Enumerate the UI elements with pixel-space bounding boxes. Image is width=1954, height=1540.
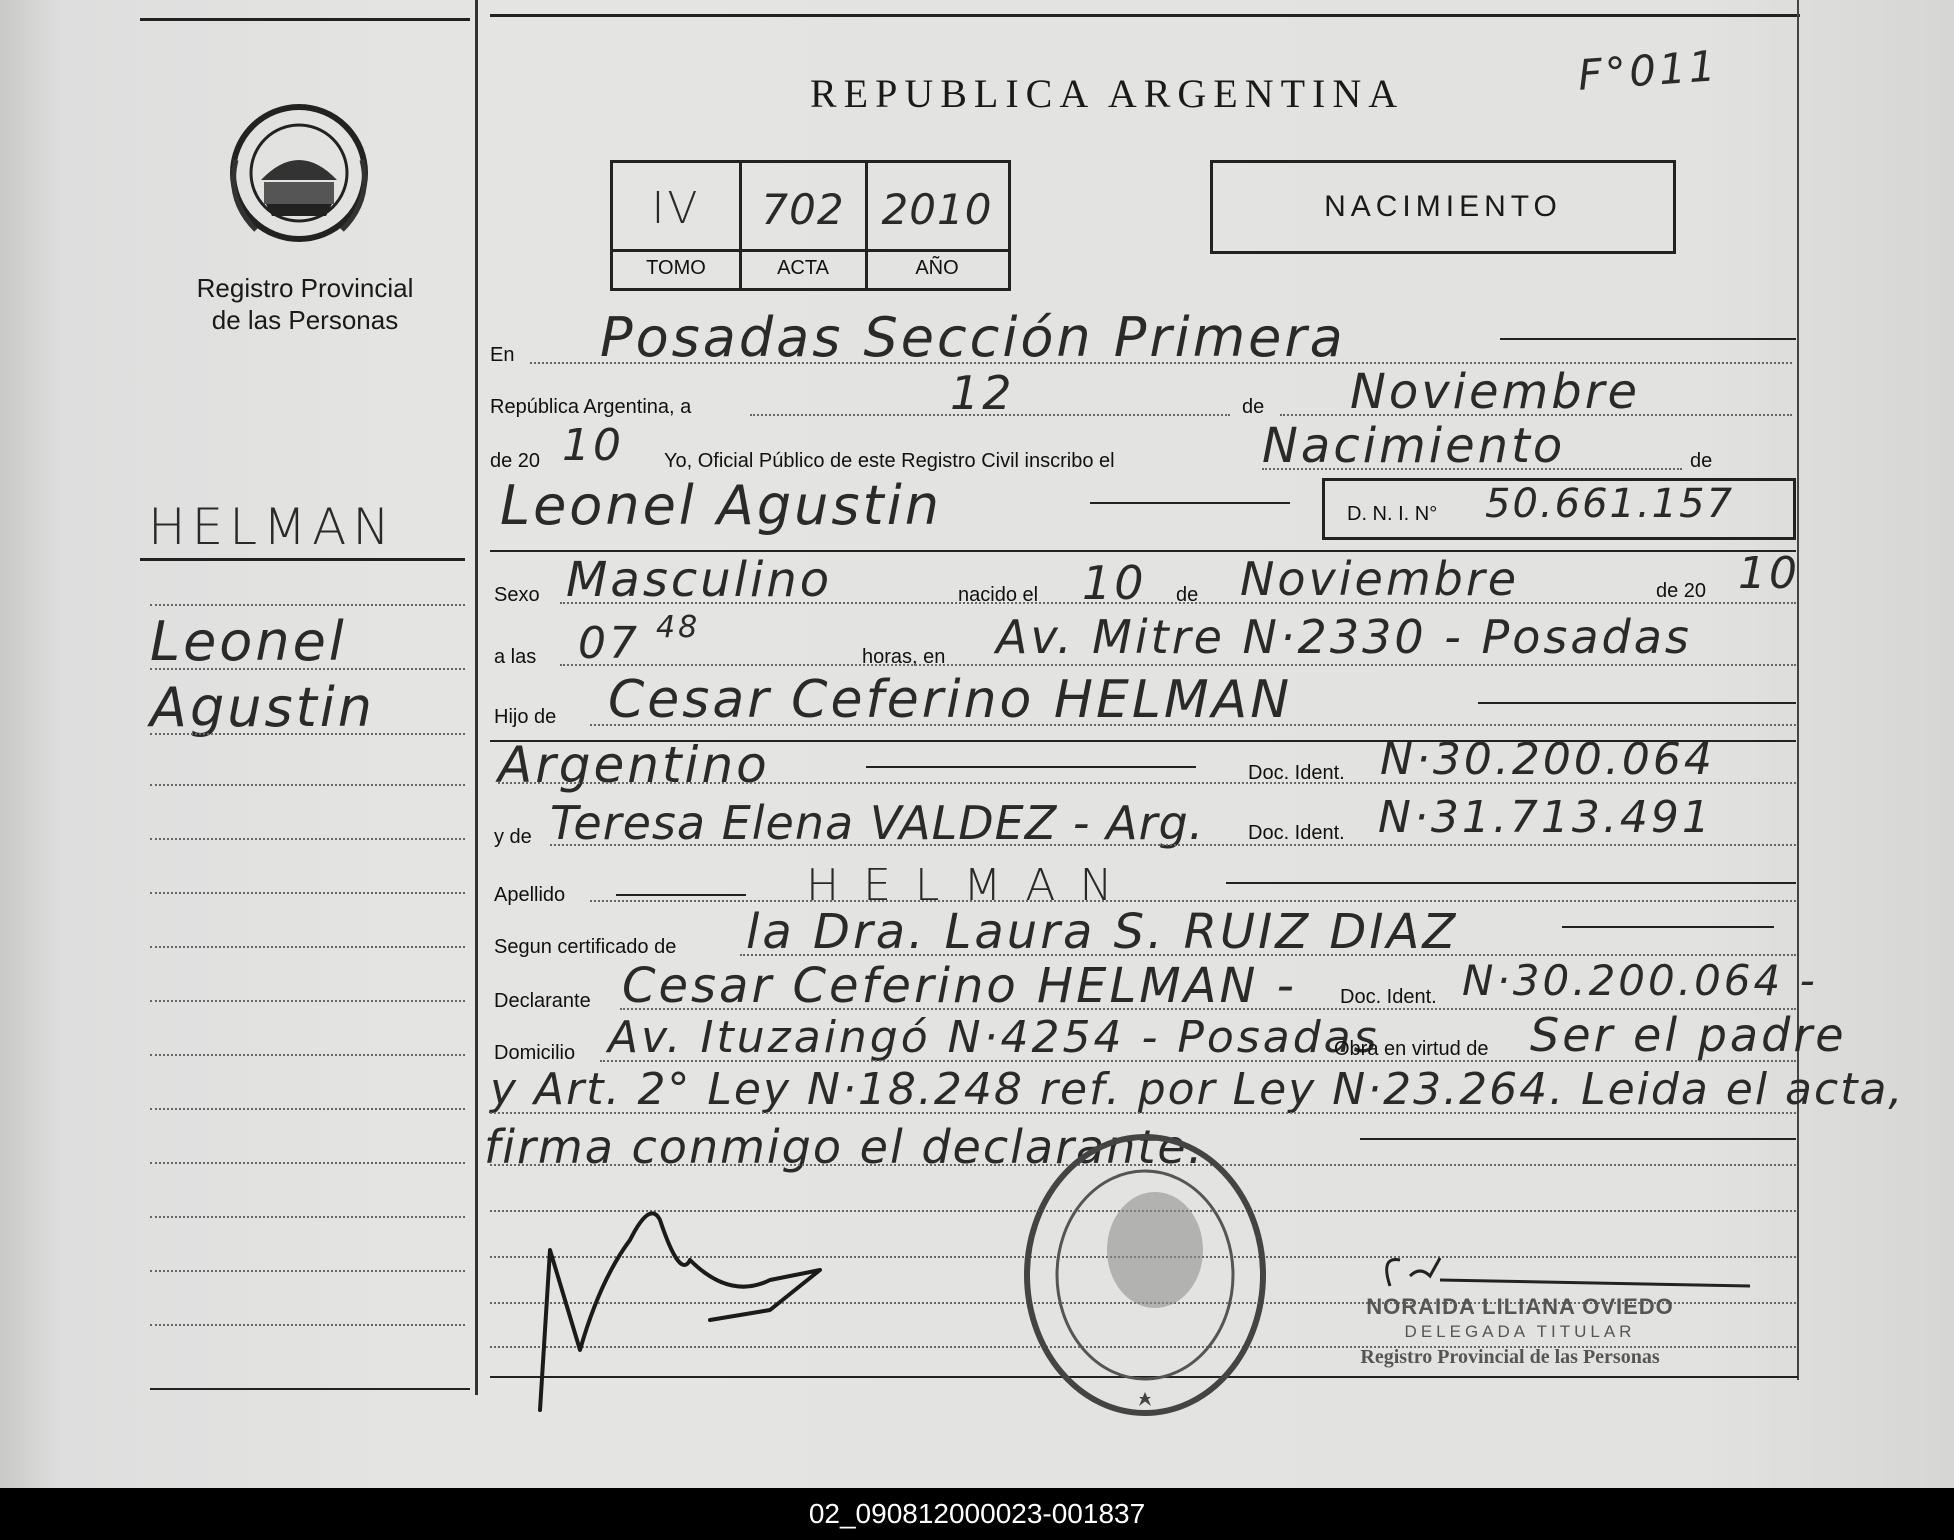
column-divider	[475, 0, 478, 1395]
value-certificado: la Dra. Laura S. RUIZ DIAZ	[746, 904, 1459, 960]
label-docident1: Doc. Ident.	[1248, 762, 1345, 784]
country-title: REPUBLICA ARGENTINA	[810, 71, 1405, 116]
margin-surname: HELMAN	[148, 498, 396, 556]
label-yde: y de	[494, 826, 532, 848]
stamp-name: NORAIDA LILIANA OVIEDO	[1366, 1294, 1674, 1319]
value-lugar-nac: Av. Mitre N·2330 - Posadas	[996, 610, 1692, 664]
scan-id-footer: 02_090812000023-001837	[0, 1488, 1954, 1540]
value-dia-inscr: 12	[950, 366, 1015, 420]
value-mes-inscr: Noviembre	[1350, 364, 1641, 420]
margin-rule-1	[140, 558, 465, 561]
record-type-box: NACIMIENTO	[1210, 160, 1676, 254]
label-dni: D. N. I. N°	[1347, 503, 1438, 525]
tomo-value: IV	[651, 183, 701, 234]
label-republica: República Argentina, a	[490, 396, 692, 418]
acta-label: ACTA	[777, 257, 829, 279]
top-rule-left	[140, 18, 470, 21]
value-hora: 07	[578, 618, 640, 669]
label-de20: de 20	[490, 450, 541, 472]
registry-line2: de las Personas	[211, 305, 399, 335]
label-alas: a las	[494, 646, 537, 668]
value-anio-nac: 10	[1738, 548, 1800, 599]
value-nacionalidad-padre: Argentino	[498, 736, 770, 794]
label-obra: Obra en virtud de	[1334, 1038, 1489, 1060]
anio-label: AÑO	[915, 257, 959, 279]
right-border	[1797, 0, 1799, 1380]
value-apellido: HELMAN	[806, 860, 1137, 911]
value-mes-nac: Noviembre	[1240, 552, 1520, 606]
value-minutos: 48	[656, 610, 701, 645]
value-acto: Nacimiento	[1262, 418, 1566, 474]
stamp-title: DELEGADA TITULAR	[1404, 1322, 1636, 1341]
registry-line1: Registro Provincial	[196, 273, 414, 303]
label-de2: de	[1690, 450, 1713, 472]
declarant-signature	[520, 1160, 850, 1420]
value-sexo: Masculino	[566, 552, 833, 608]
official-round-stamp-icon	[1020, 1130, 1270, 1420]
record-box	[610, 160, 1011, 291]
value-padre: Cesar Ceferino HELMAN	[608, 670, 1293, 730]
tomo-label: TOMO	[646, 257, 706, 279]
label-de20b: de 20	[1656, 580, 1707, 602]
official-stamp	[1330, 1260, 1770, 1380]
value-texto2: firma conmigo el declarante.	[484, 1120, 1205, 1174]
registry-name	[150, 272, 460, 336]
label-declarante: Declarante	[494, 990, 591, 1012]
value-doc-madre: N·31.713.491	[1378, 792, 1713, 843]
value-lugar: Posadas Sección Primera	[600, 306, 1346, 369]
value-dia-nac: 10	[1082, 556, 1147, 610]
label-de1: de	[1242, 396, 1265, 418]
label-sexo: Sexo	[494, 584, 540, 606]
value-anio-inscr: 10	[562, 420, 624, 471]
label-nacido: nacido el	[958, 584, 1039, 606]
value-obra: Ser el padre	[1530, 1008, 1847, 1062]
value-doc-declarante: N·30.200.064 -	[1462, 956, 1818, 1005]
value-madre: Teresa Elena VALDEZ - Arg.	[550, 796, 1205, 850]
margin-name2: Agustin	[150, 676, 375, 739]
label-hijo: Hijo de	[494, 706, 557, 728]
acta-value: 702	[761, 185, 845, 234]
folio-number: F°011	[1576, 41, 1720, 100]
anio-value: 2010	[881, 185, 993, 234]
label-en: En	[490, 344, 515, 366]
dni-box	[1322, 478, 1796, 540]
label-segun: Segun certificado de	[494, 936, 677, 958]
margin-name1: Leonel	[150, 610, 347, 673]
label-domicilio: Domicilio	[494, 1042, 576, 1064]
top-rule-right	[490, 14, 1800, 17]
stamp-office: Registro Provincial de las Personas	[1360, 1346, 1660, 1368]
value-doc-padre: N·30.200.064	[1380, 734, 1715, 785]
label-apellido: Apellido	[494, 884, 566, 906]
value-declarante: Cesar Ceferino HELMAN -	[622, 958, 1297, 1014]
label-docident3: Doc. Ident.	[1340, 986, 1437, 1008]
label-docident2: Doc. Ident.	[1248, 822, 1345, 844]
value-texto1: y Art. 2° Ley N·18.248 ref. por Ley N·23.264. Leida el acta,	[490, 1064, 1905, 1115]
misiones-seal-icon	[226, 100, 372, 246]
label-horas: horas, en	[862, 646, 946, 668]
value-nombre: Leonel Agustin	[500, 474, 942, 537]
value-domicilio: Av. Ituzaingó N·4254 - Posadas	[608, 1012, 1380, 1063]
value-dni: 50.661.157	[1485, 481, 1735, 527]
label-de3: de	[1176, 584, 1199, 606]
label-yo: Yo, Oficial Público de este Registro Civil inscribo el	[664, 450, 1115, 472]
